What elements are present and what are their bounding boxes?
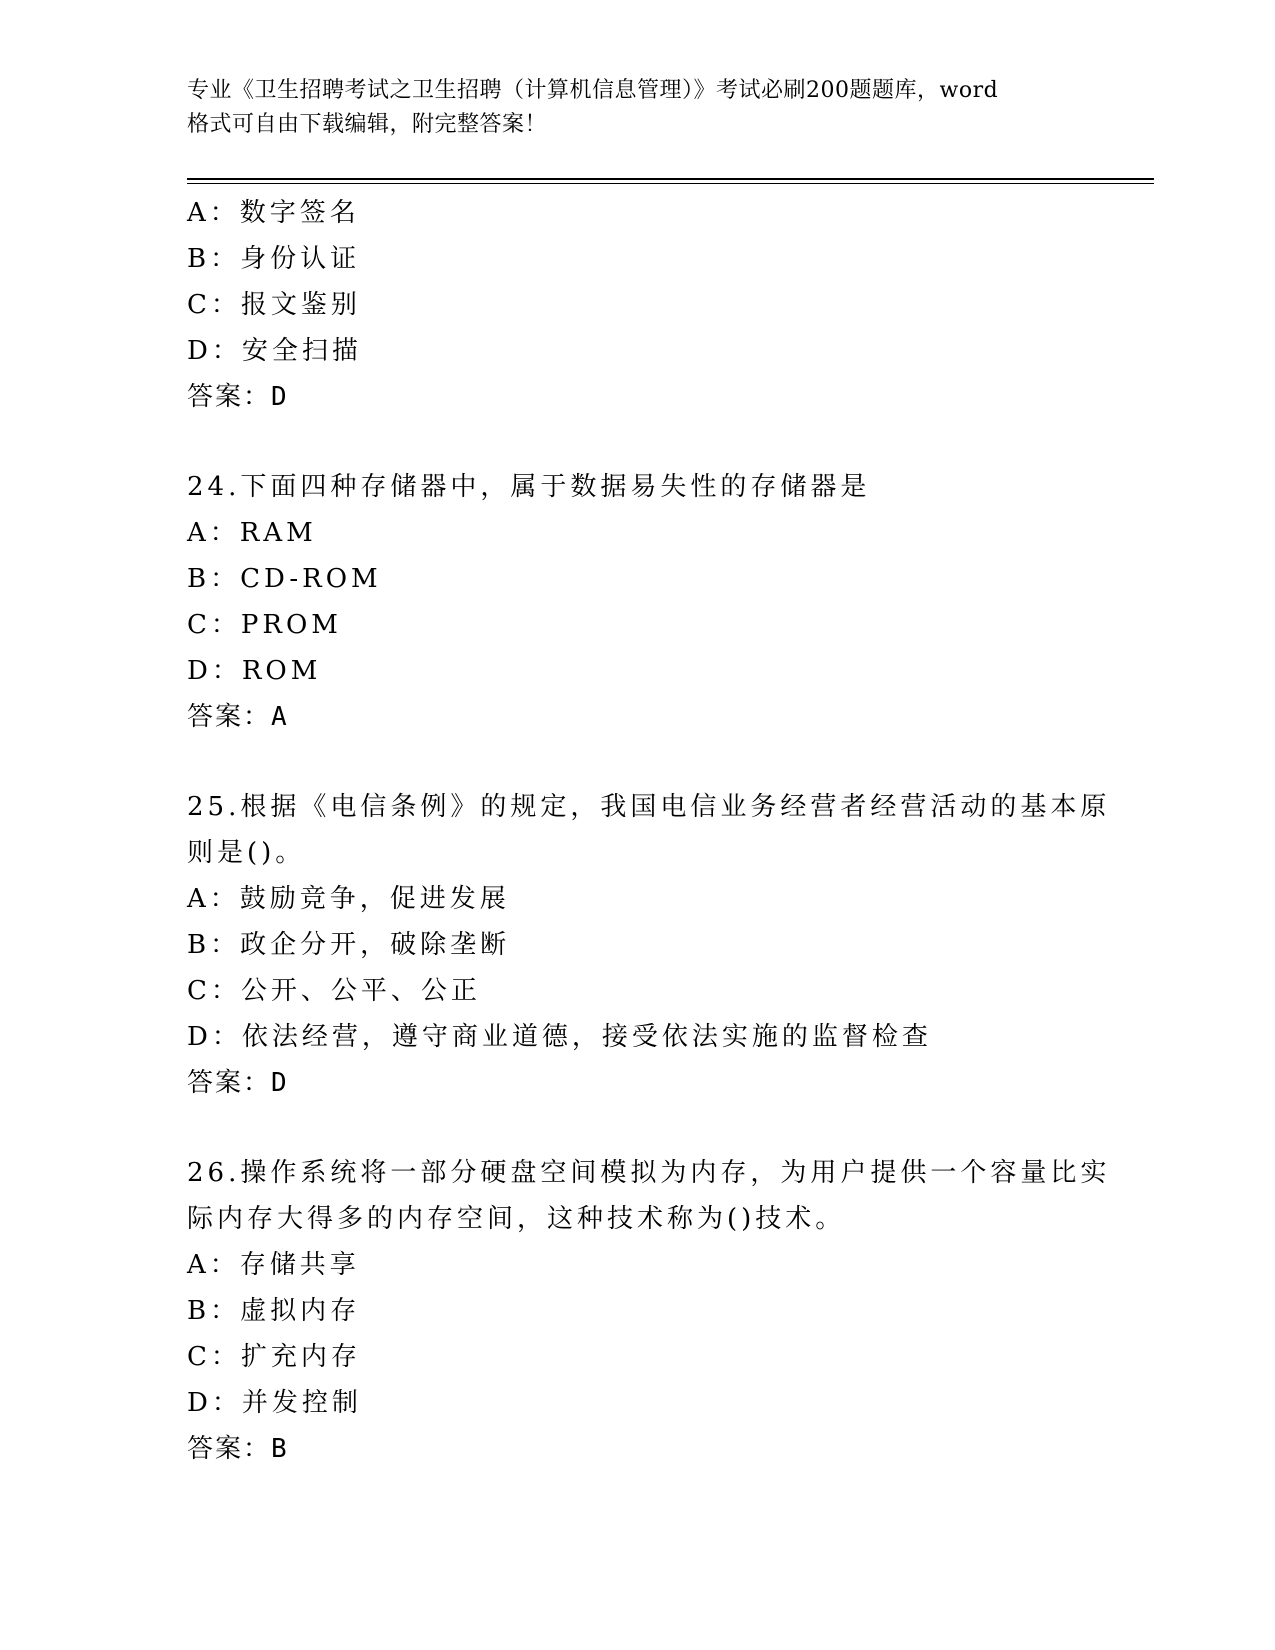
answer-label: 答案： — [187, 382, 272, 412]
option-a: A：鼓励竞争，促进发展 — [187, 884, 510, 914]
header-divider-thick — [187, 178, 1154, 180]
question-26 — [187, 1150, 1111, 1472]
option-a: A：存储共享 — [187, 1250, 360, 1280]
answer-line — [187, 1426, 1087, 1472]
option-a: A：数字签名 — [187, 198, 360, 228]
document-header — [187, 74, 1087, 142]
answer-value: A — [271, 702, 288, 732]
answer-line — [187, 694, 1087, 740]
option-d: D：ROM — [187, 656, 322, 686]
option-c: C：扩充内存 — [187, 1342, 361, 1372]
answer-line — [187, 1060, 1087, 1106]
answer-value: B — [271, 1434, 288, 1464]
answer-value: D — [271, 1068, 288, 1098]
option-d: D：并发控制 — [187, 1388, 362, 1418]
answer-line — [187, 374, 1087, 420]
answer-label: 答案： — [187, 1434, 272, 1464]
option-d: D：安全扫描 — [187, 336, 362, 366]
question-spacer — [187, 740, 1087, 784]
question-23 — [187, 190, 1087, 420]
option-c: C：报文鉴别 — [187, 290, 361, 320]
question-25 — [187, 784, 1111, 1106]
answer-label: 答案： — [187, 702, 272, 732]
question-stem-line-1: 25.根据《电信条例》的规定，我国电信业务经营者经营活动的基本原 — [187, 792, 1111, 822]
question-spacer — [187, 1106, 1087, 1150]
question-spacer — [187, 420, 1087, 464]
answer-value: D — [271, 382, 288, 412]
option-b: B：身份认证 — [187, 244, 361, 274]
question-list — [187, 190, 1111, 1472]
option-b: B：政企分开，破除垄断 — [187, 930, 511, 960]
question-stem-line-2: 则是()。 — [187, 838, 306, 868]
option-a: A：RAM — [187, 518, 317, 548]
option-b: B：虚拟内存 — [187, 1296, 361, 1326]
answer-label: 答案： — [187, 1068, 272, 1098]
question-stem-line-2: 际内存大得多的内存空间，这种技术称为()技术。 — [187, 1204, 846, 1234]
header-divider-thin — [187, 183, 1154, 184]
question-stem: 24.下面四种存储器中，属于数据易失性的存储器是 — [187, 472, 871, 502]
question-stem-line-1: 26.操作系统将一部分硬盘空间模拟为内存，为用户提供一个容量比实 — [187, 1158, 1111, 1188]
header-line-1: 专业《卫生招聘考试之卫生招聘（计算机信息管理）》考试必刷200题题库，word — [187, 78, 999, 103]
option-c: C：公开、公平、公正 — [187, 976, 481, 1006]
option-d: D：依法经营，遵守商业道德，接受依法实施的监督检查 — [187, 1022, 932, 1052]
header-line-2: 格式可自由下载编辑，附完整答案！ — [187, 112, 548, 137]
option-c: C：PROM — [187, 610, 342, 640]
option-b: B：CD-ROM — [187, 564, 382, 594]
question-24 — [187, 464, 1087, 740]
